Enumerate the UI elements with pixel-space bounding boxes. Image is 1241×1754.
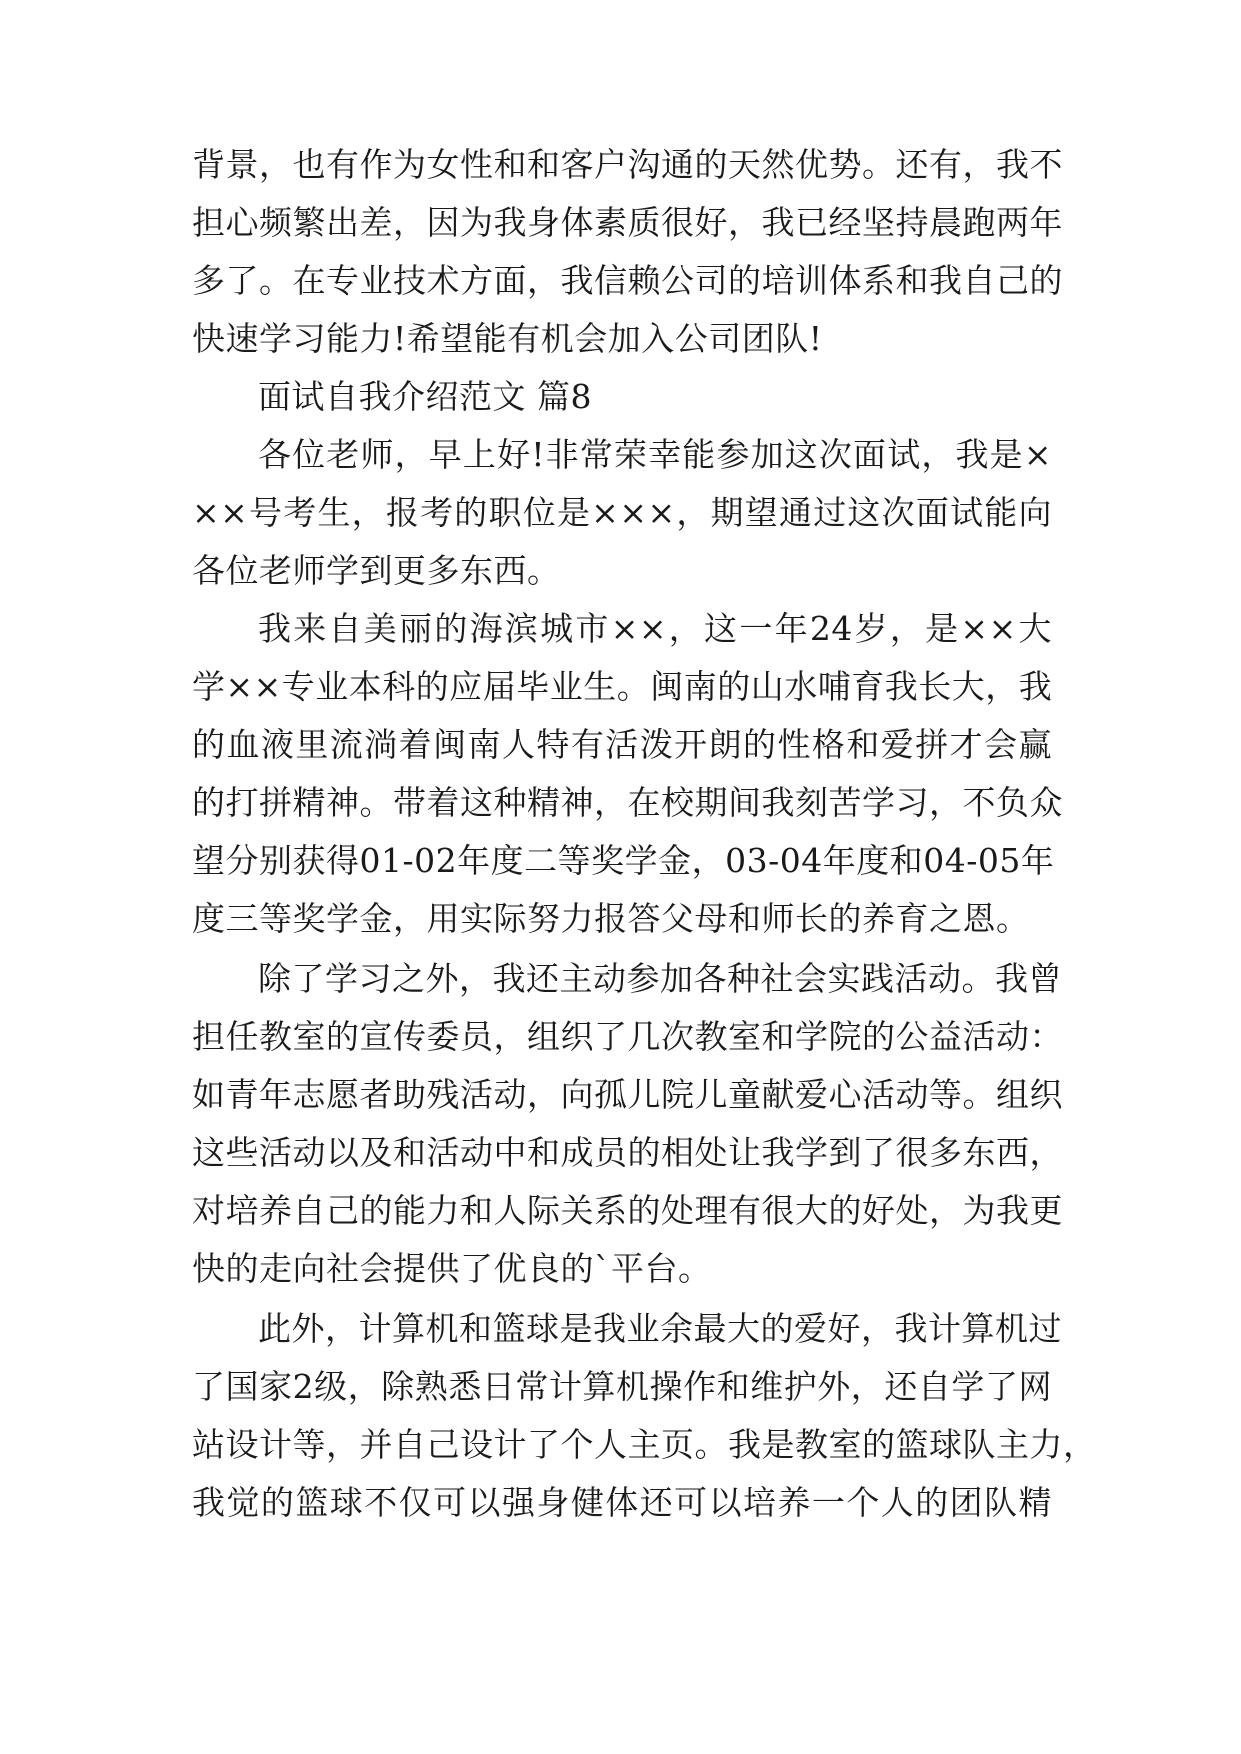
text-line: 多了。在专业技术方面，我信赖公司的培训体系和我自己的: [192, 261, 1063, 300]
text-line: 望分别获得01-02年度二等奖学金，03-04年度和04-05年: [192, 841, 1055, 880]
text-line: 快速学习能力!希望能有机会加入公司团队!: [192, 319, 823, 358]
text-line: 对培养自己的能力和人际关系的处理有很大的好处，为我更: [192, 1191, 1063, 1230]
text-line: ××号考生，报考的职位是×××，期望通过这次面试能向: [192, 493, 1052, 532]
text-line: 各位老师学到更多东西。: [192, 551, 561, 590]
text-line: 我来自美丽的海滨城市××，这一年24岁，是××大: [258, 609, 1052, 648]
text-line: 此外，计算机和篮球是我业余最大的爱好，我计算机过: [258, 1309, 1062, 1348]
section-heading: 面试自我介绍范文 篇8: [258, 377, 592, 416]
text-line: 我觉的篮球不仅可以强身健体还可以培养一个人的团队精: [192, 1483, 1052, 1522]
text-line: 了国家2级，除熟悉日常计算机操作和维护外，还自学了网: [192, 1367, 1052, 1406]
text-line: 站设计等，并自己设计了个人主页。我是教室的篮球队主力，: [192, 1425, 1097, 1464]
text-line: 各位老师，早上好!非常荣幸能参加这次面试，我是×: [258, 435, 1052, 474]
text-line: 这些活动以及和活动中和成员的相处让我学到了很多东西，: [192, 1133, 1063, 1172]
text-line: 学××专业本科的应届毕业生。闽南的山水哺育我长大，我: [192, 667, 1053, 706]
text-line: 度三等奖学金，用实际努力报答父母和师长的养育之恩。: [192, 899, 1030, 938]
text-line: 如青年志愿者助残活动，向孤儿院儿童献爱心活动等。组织: [192, 1075, 1063, 1114]
text-line: 的血液里流淌着闽南人特有活泼开朗的性格和爱拼才会赢: [192, 725, 1052, 764]
text-line: 快的走向社会提供了优良的`平台。: [192, 1249, 712, 1288]
text-line: 担任教室的宣传委员，组织了几次教室和学院的公益活动：: [192, 1017, 1063, 1056]
text-line: 的打拼精神。带着这种精神，在校期间我刻苦学习，不负众: [192, 783, 1063, 822]
text-line: 背景，也有作为女性和和客户沟通的天然优势。还有，我不: [192, 145, 1063, 184]
text-line: 担心频繁出差，因为我身体素质很好，我已经坚持晨跑两年: [192, 203, 1063, 242]
text-line: 除了学习之外，我还主动参加各种社会实践活动。我曾: [258, 959, 1062, 998]
